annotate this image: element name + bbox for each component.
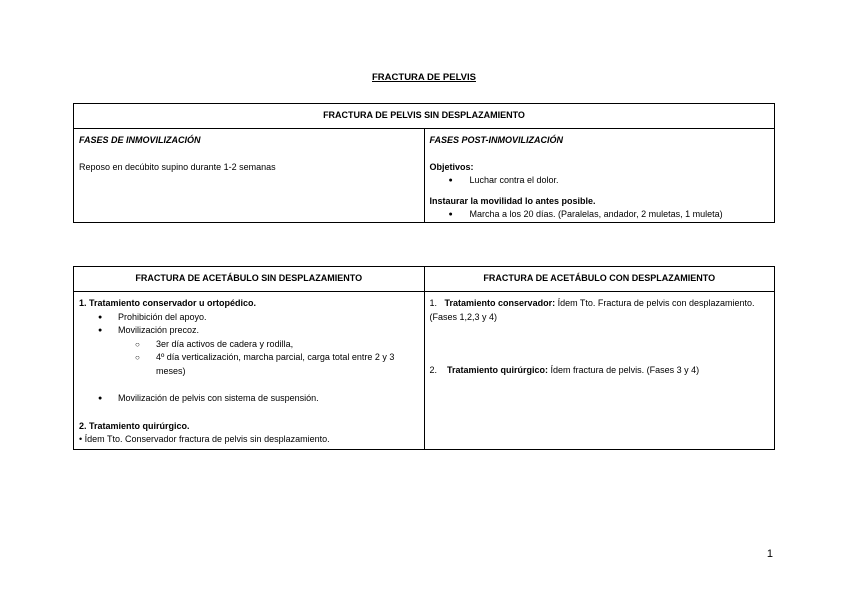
objetivos-label: Objetivos:: [429, 161, 474, 172]
objetivo-item: ● Luchar contra el dolor.: [430, 174, 770, 188]
inmovilizacion-text: Reposo en decúbito supino durante 1-2 semanas: [79, 161, 276, 172]
table2-header-right: FRACTURA DE ACETÁBULO CON DESPLAZAMIENTO: [424, 267, 775, 292]
movilidad-label: Instaurar la movilidad lo antes posible.: [429, 195, 596, 206]
list-item: ● Movilización de pelvis con sistema de suspensión.: [79, 392, 419, 406]
item-number: 2.: [429, 365, 438, 375]
quirurgico-paragraph: [430, 364, 770, 378]
inmovilizacion-cell: [74, 129, 425, 223]
document-title: FRACTURA DE PELVIS: [372, 72, 476, 83]
acetabulo-sin-desplazamiento-cell: [74, 292, 425, 450]
table1-header: FRACTURA DE PELVIS SIN DESPLAZAMIENTO: [74, 104, 775, 129]
acetabulo-con-desplazamiento-cell: [424, 292, 775, 450]
conservador-text: Ídem Tto. Fractura de pelvis con desplazamiento. (Fases 1,2,3 y 4): [429, 298, 755, 322]
conservador-label: Tratamiento conservador:: [444, 298, 556, 308]
post-inmovilizacion-cell: [424, 129, 775, 223]
list-item: ● Prohibición del apoyo.: [79, 311, 419, 325]
sub-list-item: ○ 4º día verticalización, marcha parcial, carga total entre 2 y 3 meses): [79, 351, 419, 378]
quirurgico-text: Ídem fractura de pelvis. (Fases 3 y 4): [548, 365, 700, 375]
page-number: 1: [766, 548, 773, 560]
inmovilizacion-heading: FASES DE INMOVILIZACIÓN: [79, 135, 201, 145]
tratamiento-conservador-heading: 1. Tratamiento conservador u ortopédico.: [79, 298, 257, 308]
table-pelvis-sin-desplazamiento: [73, 103, 775, 223]
table-acetabulo: [73, 266, 775, 450]
table2-header-left: FRACTURA DE ACETÁBULO SIN DESPLAZAMIENTO: [74, 267, 425, 292]
sub-list-item: ○ 3er día activos de cadera y rodilla,: [79, 338, 419, 352]
conservador-paragraph: [430, 297, 770, 324]
tratamiento-quirurgico-heading: 2. Tratamiento quirúrgico.: [79, 420, 190, 431]
quirurgico-label: Tratamiento quirúrgico:: [447, 365, 549, 375]
post-inmovilizacion-heading: FASES POST-INMOVILIZACIÓN: [429, 135, 564, 145]
nota-text: • Ídem Tto. Conservador fractura de pelvis sin desplazamiento.: [79, 434, 330, 444]
list-item: ● Movilización precoz.: [79, 324, 419, 338]
item-number: 1.: [429, 298, 438, 308]
movilidad-item: ● Marcha a los 20 días. (Paralelas, andador, 2 muletas, 1 muleta): [430, 208, 770, 222]
